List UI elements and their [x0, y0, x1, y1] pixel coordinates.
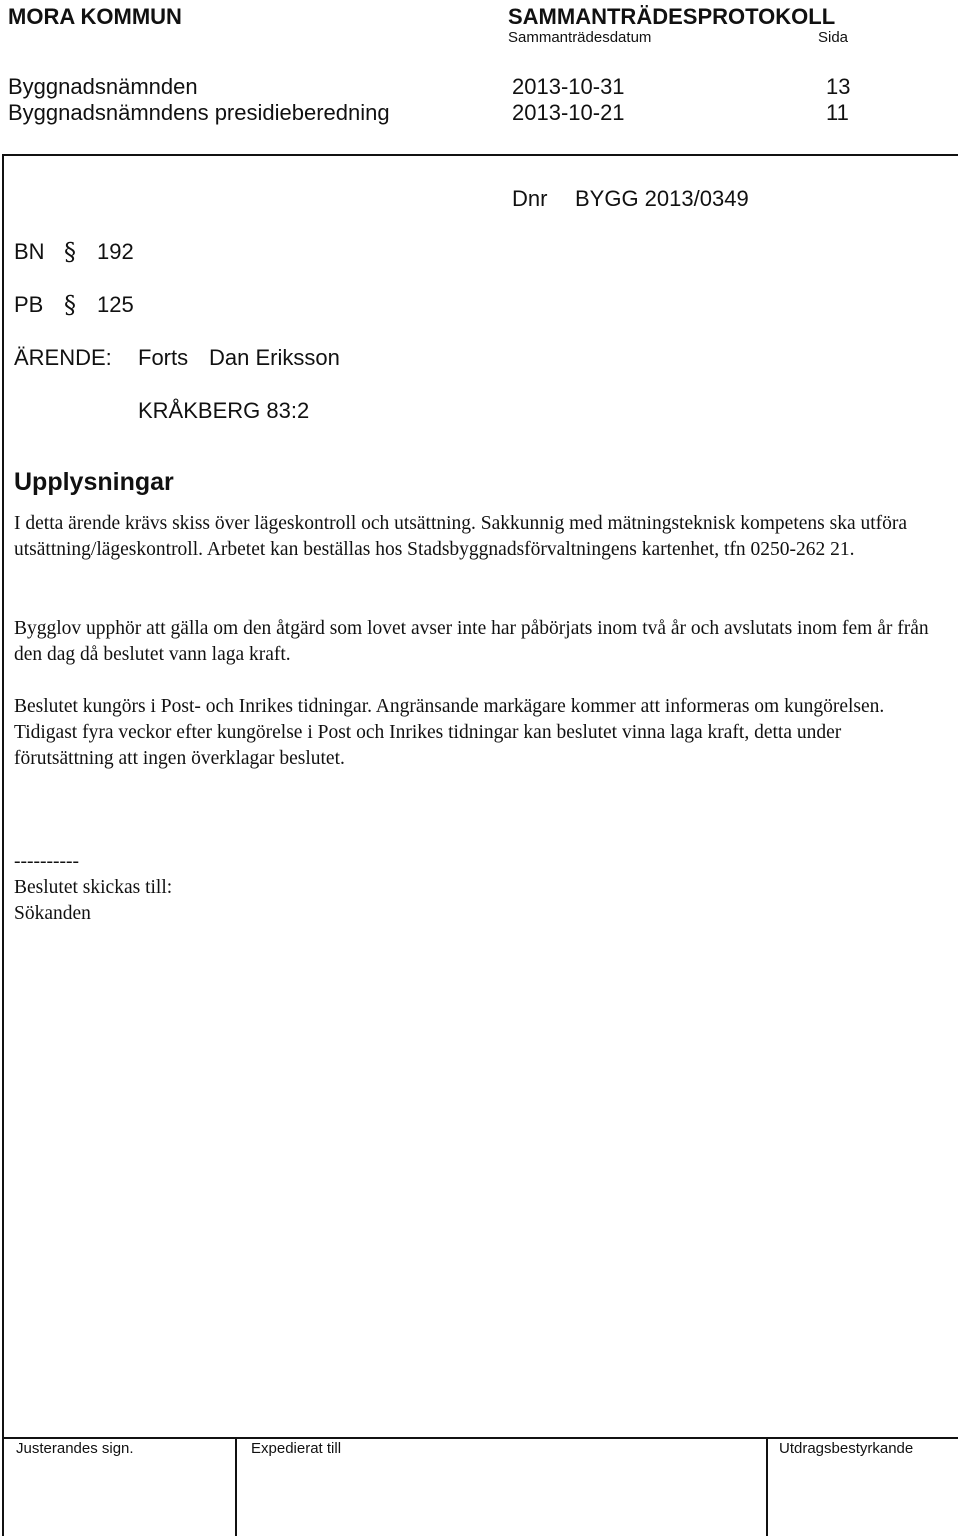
subject-label: ÄRENDE:	[14, 345, 112, 370]
frame-left-border	[2, 154, 4, 1536]
dnr-value: BYGG 2013/0349	[575, 186, 749, 211]
section-prefix: PB	[14, 292, 44, 317]
section-prefix: BN	[14, 239, 45, 264]
date-column-label: Sammanträdesdatum	[508, 29, 652, 46]
section-number: 192	[97, 239, 134, 264]
footer-divider	[766, 1437, 768, 1536]
distribution-label: Beslutet skickas till:	[14, 877, 173, 898]
paragraph-announcement: Beslutet kungörs i Post- och Inrikes tidningar. Angränsande markägare kommer att informeras om kungörelsen. Tidigast fyra veckor efter kungörelse i Post och Inrikes tidningar kan beslutet vinna laga kraft, detta under förutsättning att ingen överklagar beslutet.	[14, 696, 885, 769]
paragraph-permit-validity: Bygglov upphör att gälla om den åtgärd som lovet avser inte har påbörjats inom två år och avslutats inom fem år från den dag då beslutet vann laga kraft.	[14, 618, 929, 665]
document-type: SAMMANTRÄDESPROTOKOLL	[508, 4, 836, 29]
separator: ----------	[14, 851, 79, 872]
footer-border	[2, 1437, 958, 1439]
committee-page: 11	[826, 100, 849, 125]
dnr-label: Dnr	[512, 186, 548, 211]
frame-top-border	[2, 154, 958, 156]
footer-certification-label: Utdragsbestyrkande	[779, 1440, 914, 1457]
page-column-label: Sida	[818, 29, 849, 46]
footer-signature-label: Justerandes sign.	[16, 1440, 134, 1457]
property-designation: KRÅKBERG 83:2	[138, 398, 310, 423]
applicant-name: Dan Eriksson	[209, 345, 340, 370]
committee-name: Byggnadsnämndens presidieberedning	[8, 100, 390, 125]
footer-divider	[235, 1437, 237, 1536]
recipient: Sökanden	[14, 903, 91, 924]
committee-page: 13	[826, 74, 851, 99]
committee-name: Byggnadsnämnden	[8, 74, 198, 99]
section-number: 125	[97, 292, 134, 317]
organization-name: MORA KOMMUN	[8, 4, 182, 29]
committee-date: 2013-10-21	[512, 100, 625, 125]
paragraph-sign: §	[64, 291, 76, 319]
paragraph-survey: I detta ärende krävs skiss över lägeskontroll och utsättning. Sakkunnig med mätningsteknisk kompetens ska utföra utsättning/lägeskontroll. Arbetet kan beställas hos Stadsbyggnadsförvaltningens kartenhet, tfn 0250-262 21.	[14, 513, 908, 560]
subject-status: Forts	[138, 345, 189, 370]
section-heading: Upplysningar	[14, 468, 174, 496]
footer-dispatched-label: Expedierat till	[251, 1440, 342, 1457]
committee-date: 2013-10-31	[512, 74, 625, 99]
paragraph-sign: §	[64, 238, 76, 266]
